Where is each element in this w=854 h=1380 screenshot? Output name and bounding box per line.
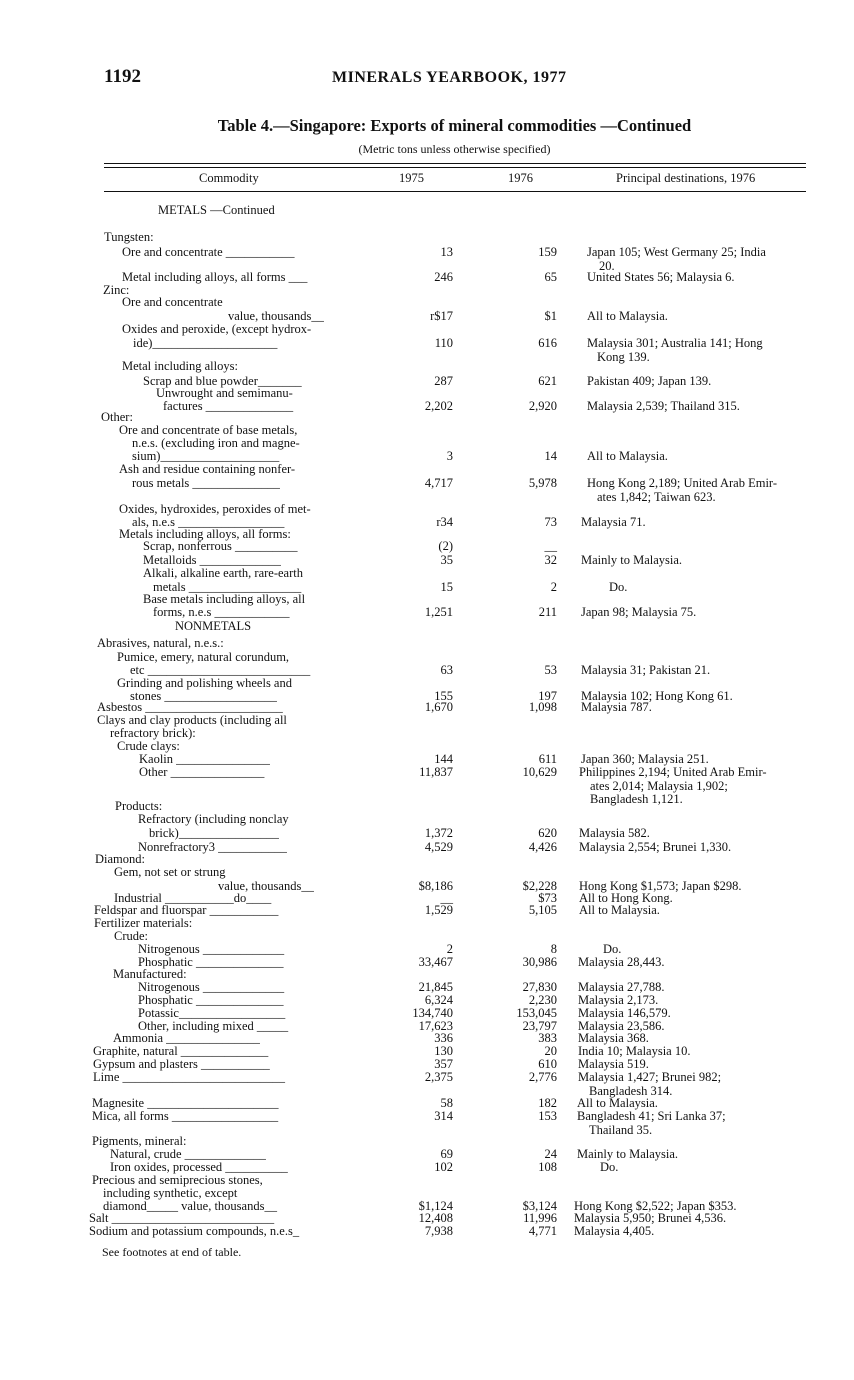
value-1975-cell: 144 xyxy=(434,752,453,766)
commodity-cell: Gem, not set or strung xyxy=(114,865,226,879)
value-1976-cell: 2,920 xyxy=(528,399,557,413)
value-1975-cell: 1,670 xyxy=(424,700,453,714)
value-1975-cell: 102 xyxy=(434,1160,453,1174)
commodity-cell: including synthetic, except xyxy=(103,1186,238,1200)
commodity-cell: Natural, crude _____________ xyxy=(110,1147,266,1161)
value-1976-cell: __ xyxy=(544,539,557,553)
commodity-cell: Ammonia _______________ xyxy=(113,1031,260,1045)
commodity-cell: Refractory (including nonclay xyxy=(138,812,289,826)
value-1975-cell: 4,529 xyxy=(424,840,453,854)
commodity-cell: Grinding and polishing wheels and xyxy=(117,676,292,690)
destination-cell: All to Malaysia. xyxy=(587,309,668,323)
destination-cell: Malaysia 1,427; Brunei 982; xyxy=(578,1070,722,1084)
destination-cell: Malaysia 5,950; Brunei 4,536. xyxy=(574,1211,727,1225)
destination-cell: Malaysia 519. xyxy=(578,1057,649,1071)
destination-cell: Pakistan 409; Japan 139. xyxy=(587,374,712,388)
commodity-cell: Oxides and peroxide, (except hydrox- xyxy=(122,322,312,336)
value-1976-cell: 27,830 xyxy=(522,980,557,994)
commodity-cell: Products: xyxy=(115,799,163,813)
value-1976-cell: 24 xyxy=(544,1147,557,1161)
destination-cell: Do. xyxy=(603,942,622,956)
value-1976-cell: 153,045 xyxy=(516,1006,557,1020)
destination-cell: Malaysia 146,579. xyxy=(578,1006,671,1020)
commodity-cell: Scrap, nonferrous __________ xyxy=(143,539,298,553)
commodity-cell: value, thousands__ xyxy=(228,309,324,323)
commodity-cell: Other, including mixed _____ xyxy=(138,1019,289,1033)
value-1975-cell: 69 xyxy=(440,1147,453,1161)
value-1976-cell: 621 xyxy=(538,374,557,388)
commodity-cell: Other: xyxy=(101,410,133,424)
destination-cell: Japan 98; Malaysia 75. xyxy=(581,605,697,619)
value-1975-cell: $8,186 xyxy=(418,879,453,893)
value-1975-cell: 110 xyxy=(434,336,453,350)
commodity-cell: brick)________________ xyxy=(149,826,279,840)
commodity-cell: Nitrogenous _____________ xyxy=(138,942,285,956)
commodity-cell: Diamond: xyxy=(95,852,145,866)
value-1976-cell: $2,228 xyxy=(522,879,557,893)
commodity-cell: Mica, all forms _________________ xyxy=(92,1109,279,1123)
table-subtitle: (Metric tons unless otherwise specified) xyxy=(358,142,551,156)
value-1976-cell: 2,776 xyxy=(528,1070,557,1084)
commodity-cell: Base metals including alloys, all xyxy=(143,592,306,606)
destination-cell: Do. xyxy=(609,580,628,594)
value-1975-cell: 58 xyxy=(440,1096,453,1110)
value-1975-cell: 2,375 xyxy=(424,1070,453,1084)
destination-cell: Malaysia 4,405. xyxy=(574,1224,655,1238)
commodity-cell: Pigments, mineral: xyxy=(92,1134,187,1148)
destination-cell: Thailand 35. xyxy=(589,1123,653,1137)
value-1975-cell: 7,938 xyxy=(424,1224,453,1238)
commodity-cell: Metalloids _____________ xyxy=(143,553,281,567)
destination-cell: Malaysia 28,443. xyxy=(578,955,665,969)
destination-cell: Hong Kong 2,189; United Arab Emir- xyxy=(587,476,778,490)
value-1976-cell: 4,426 xyxy=(528,840,557,854)
value-1975-cell: 11,837 xyxy=(419,765,453,779)
destination-cell: ates 1,842; Taiwan 623. xyxy=(597,490,716,504)
commodity-cell: METALS —Continued xyxy=(158,203,275,217)
destination-cell: All to Malaysia. xyxy=(579,903,660,917)
column-header-commodity: Commodity xyxy=(199,171,259,185)
commodity-cell: Phosphatic ______________ xyxy=(138,955,284,969)
commodity-cell: Alkali, alkaline earth, rare-earth xyxy=(143,566,303,580)
destination-cell: India 10; Malaysia 10. xyxy=(578,1044,691,1058)
destination-cell: Malaysia 71. xyxy=(581,515,646,529)
value-1976-cell: 8 xyxy=(550,942,557,956)
destination-cell: Japan 105; West Germany 25; India xyxy=(587,245,766,259)
commodity-cell: Scrap and blue powder_______ xyxy=(143,374,302,388)
column-header-1975: 1975 xyxy=(399,171,424,185)
commodity-cell: value, thousands__ xyxy=(218,879,314,893)
value-1975-cell: 1,251 xyxy=(424,605,453,619)
destination-cell: Japan 360; Malaysia 251. xyxy=(581,752,709,766)
value-1976-cell: 32 xyxy=(544,553,557,567)
destination-cell: United States 56; Malaysia 6. xyxy=(587,270,735,284)
column-header-1976: 1976 xyxy=(508,171,533,185)
destination-cell: All to Hong Kong. xyxy=(579,891,673,905)
commodity-cell: Salt __________________________ xyxy=(89,1211,275,1225)
commodity-cell: forms, n.e.s ____________ xyxy=(153,605,290,619)
commodity-cell: stones __________________ xyxy=(130,689,277,703)
commodity-cell: Metals including alloys, all forms: xyxy=(119,527,291,541)
destination-cell: Bangladesh 41; Sri Lanka 37; xyxy=(577,1109,726,1123)
destination-cell: Bangladesh 1,121. xyxy=(590,792,683,806)
value-1976-cell: 1,098 xyxy=(528,700,557,714)
value-1975-cell: 336 xyxy=(434,1031,453,1045)
value-1975-cell: 3 xyxy=(446,449,453,463)
value-1976-cell: 53 xyxy=(544,663,557,677)
destination-cell: Malaysia 31; Pakistan 21. xyxy=(581,663,711,677)
commodity-cell: diamond_____ value, thousands__ xyxy=(103,1199,277,1213)
commodity-cell: Iron oxides, processed __________ xyxy=(110,1160,288,1174)
destination-cell: Malaysia 582. xyxy=(579,826,650,840)
commodity-cell: Magnesite _____________________ xyxy=(92,1096,279,1110)
destination-cell: Malaysia 27,788. xyxy=(578,980,665,994)
commodity-cell: Manufactured: xyxy=(113,967,187,981)
commodity-cell: als, n.e.s _________________ xyxy=(132,515,285,529)
value-1976-cell: 182 xyxy=(538,1096,557,1110)
value-1975-cell: 287 xyxy=(434,374,453,388)
commodity-cell: rous metals ______________ xyxy=(132,476,280,490)
commodity-cell: Asbestos ______________________ xyxy=(97,700,283,714)
commodity-cell: Tungsten: xyxy=(104,230,154,244)
value-1976-cell: 30,986 xyxy=(522,955,557,969)
value-1976-cell: $1 xyxy=(544,309,557,323)
value-1975-cell: 1,372 xyxy=(424,826,453,840)
value-1975-cell: 357 xyxy=(434,1057,453,1071)
commodity-cell: Potassic_________________ xyxy=(138,1006,286,1020)
value-1975-cell: r34 xyxy=(436,515,453,529)
destination-cell: Do. xyxy=(600,1160,619,1174)
value-1975-cell: $1,124 xyxy=(418,1199,453,1213)
value-1976-cell: 383 xyxy=(538,1031,557,1045)
commodity-cell: Ore and concentrate ___________ xyxy=(122,245,295,259)
commodity-cell: Feldspar and fluorspar ___________ xyxy=(94,903,279,917)
commodity-cell: refractory brick): xyxy=(110,726,196,740)
value-1975-cell: 246 xyxy=(434,270,453,284)
commodity-cell: metals __________________ xyxy=(153,580,302,594)
commodity-cell: Sodium and potassium compounds, n.e.s_ xyxy=(89,1224,300,1238)
destination-cell: Malaysia 301; Australia 141; Hong xyxy=(587,336,763,350)
value-1976-cell: 23,797 xyxy=(522,1019,557,1033)
commodity-cell: Gypsum and plasters ___________ xyxy=(93,1057,270,1071)
value-1975-cell: r$17 xyxy=(430,309,453,323)
value-1975-cell: 12,408 xyxy=(418,1211,453,1225)
value-1975-cell: 4,717 xyxy=(424,476,453,490)
value-1976-cell: 211 xyxy=(538,605,557,619)
commodity-cell: Metal including alloys, all forms ___ xyxy=(122,270,308,284)
commodity-cell: Ash and residue containing nonfer- xyxy=(119,462,296,476)
destination-cell: Malaysia 23,586. xyxy=(578,1019,665,1033)
commodity-cell: Pumice, emery, natural corundum, xyxy=(117,650,290,664)
destination-cell: Kong 139. xyxy=(597,350,650,364)
commodity-cell: Precious and semiprecious stones, xyxy=(92,1173,263,1187)
commodity-cell: sium)___________________ xyxy=(132,449,280,463)
destination-cell: Malaysia 2,173. xyxy=(578,993,659,1007)
destination-cell: Hong Kong $2,522; Japan $353. xyxy=(574,1199,737,1213)
value-1976-cell: 73 xyxy=(544,515,557,529)
commodity-cell: Nonrefractory3 ___________ xyxy=(138,840,287,854)
value-1976-cell: $3,124 xyxy=(522,1199,557,1213)
value-1976-cell: 611 xyxy=(538,752,557,766)
commodity-cell: Abrasives, natural, n.e.s.: xyxy=(97,636,224,650)
commodity-cell: Graphite, natural ______________ xyxy=(93,1044,269,1058)
commodity-cell: ide)____________________ xyxy=(133,336,278,350)
value-1975-cell: 35 xyxy=(440,553,453,567)
commodity-cell: Zinc: xyxy=(103,283,130,297)
value-1976-cell: 11,996 xyxy=(523,1211,557,1225)
page-number: 1192 xyxy=(104,66,141,87)
value-1976-cell: 5,105 xyxy=(528,903,557,917)
destination-cell: All to Malaysia. xyxy=(587,449,668,463)
value-1976-cell: 197 xyxy=(538,689,557,703)
commodity-cell: factures ______________ xyxy=(163,399,294,413)
value-1975-cell: 2 xyxy=(446,942,453,956)
value-1975-cell: 130 xyxy=(434,1044,453,1058)
commodity-cell: Clays and clay products (including all xyxy=(97,713,287,727)
destination-cell: Malaysia 102; Hong Kong 61. xyxy=(581,689,733,703)
commodity-cell: NONMETALS xyxy=(175,619,252,633)
value-1975-cell: 17,623 xyxy=(418,1019,453,1033)
value-1975-cell: 15 xyxy=(440,580,453,594)
commodity-cell: Industrial ___________do____ xyxy=(114,891,272,905)
destination-cell: Malaysia 2,539; Thailand 315. xyxy=(587,399,740,413)
value-1976-cell: 14 xyxy=(544,449,557,463)
commodity-cell: Crude clays: xyxy=(117,739,180,753)
commodity-cell: Oxides, hydroxides, peroxides of met- xyxy=(119,502,311,516)
value-1976-cell: 4,771 xyxy=(528,1224,557,1238)
destination-cell: Malaysia 787. xyxy=(581,700,652,714)
value-1976-cell: 620 xyxy=(538,826,557,840)
value-1975-cell: 155 xyxy=(434,689,453,703)
destination-cell: Bangladesh 314. xyxy=(589,1084,673,1098)
value-1975-cell: 63 xyxy=(440,663,453,677)
commodity-cell: Ore and concentrate xyxy=(122,295,223,309)
commodity-cell: Unwrought and semimanu- xyxy=(156,386,293,400)
value-1975-cell: 134,740 xyxy=(412,1006,453,1020)
value-1975-cell: 314 xyxy=(434,1109,453,1123)
destination-cell: Hong Kong $1,573; Japan $298. xyxy=(579,879,742,893)
commodity-cell: Nitrogenous _____________ xyxy=(138,980,285,994)
destination-cell: Malaysia 2,554; Brunei 1,330. xyxy=(579,840,732,854)
value-1976-cell: 153 xyxy=(538,1109,557,1123)
value-1976-cell: 5,978 xyxy=(528,476,557,490)
value-1976-cell: 616 xyxy=(538,336,557,350)
value-1976-cell: 108 xyxy=(538,1160,557,1174)
value-1975-cell: 6,324 xyxy=(424,993,453,1007)
destination-cell: 20. xyxy=(599,259,615,273)
commodity-cell: Phosphatic ______________ xyxy=(138,993,284,1007)
value-1975-cell: 21,845 xyxy=(418,980,453,994)
footnote: See footnotes at end of table. xyxy=(102,1245,242,1259)
commodity-cell: Ore and concentrate of base metals, xyxy=(119,423,298,437)
commodity-cell: Kaolin _______________ xyxy=(139,752,270,766)
commodity-cell: Other _______________ xyxy=(139,765,265,779)
destination-cell: Malaysia 368. xyxy=(578,1031,649,1045)
destination-cell: ates 2,014; Malaysia 1,902; xyxy=(590,779,728,793)
value-1976-cell: 20 xyxy=(544,1044,557,1058)
commodity-cell: Crude: xyxy=(114,929,149,943)
commodity-cell: Fertilizer materials: xyxy=(94,916,193,930)
commodity-cell: n.e.s. (excluding iron and magne- xyxy=(132,436,300,450)
commodity-cell: Metal including alloys: xyxy=(122,359,238,373)
value-1976-cell: 159 xyxy=(538,245,557,259)
column-header-destinations: Principal destinations, 1976 xyxy=(616,171,756,185)
value-1976-cell: 10,629 xyxy=(522,765,557,779)
value-1975-cell: 2,202 xyxy=(424,399,453,413)
value-1976-cell: $73 xyxy=(538,891,557,905)
commodity-cell: Lime __________________________ xyxy=(93,1070,286,1084)
value-1976-cell: 610 xyxy=(538,1057,557,1071)
value-1975-cell: 33,467 xyxy=(418,955,453,969)
value-1975-cell: __ xyxy=(440,891,453,905)
value-1975-cell: 13 xyxy=(440,245,453,259)
destination-cell: Mainly to Malaysia. xyxy=(581,553,683,567)
running-head: MINERALS YEARBOOK, 1977 xyxy=(332,69,567,86)
value-1976-cell: 2,230 xyxy=(528,993,557,1007)
value-1975-cell: 1,529 xyxy=(424,903,453,917)
value-1975-cell: (2) xyxy=(438,539,453,553)
destination-cell: Mainly to Malaysia. xyxy=(577,1147,679,1161)
value-1976-cell: 65 xyxy=(544,270,557,284)
commodity-cell: etc __________________________ xyxy=(130,663,311,677)
table-title: Table 4.—Singapore: Exports of mineral commodities —Continued xyxy=(217,116,692,135)
destination-cell: All to Malaysia. xyxy=(577,1096,658,1110)
destination-cell: Philippines 2,194; United Arab Emir- xyxy=(579,765,767,779)
value-1976-cell: 2 xyxy=(550,580,557,594)
